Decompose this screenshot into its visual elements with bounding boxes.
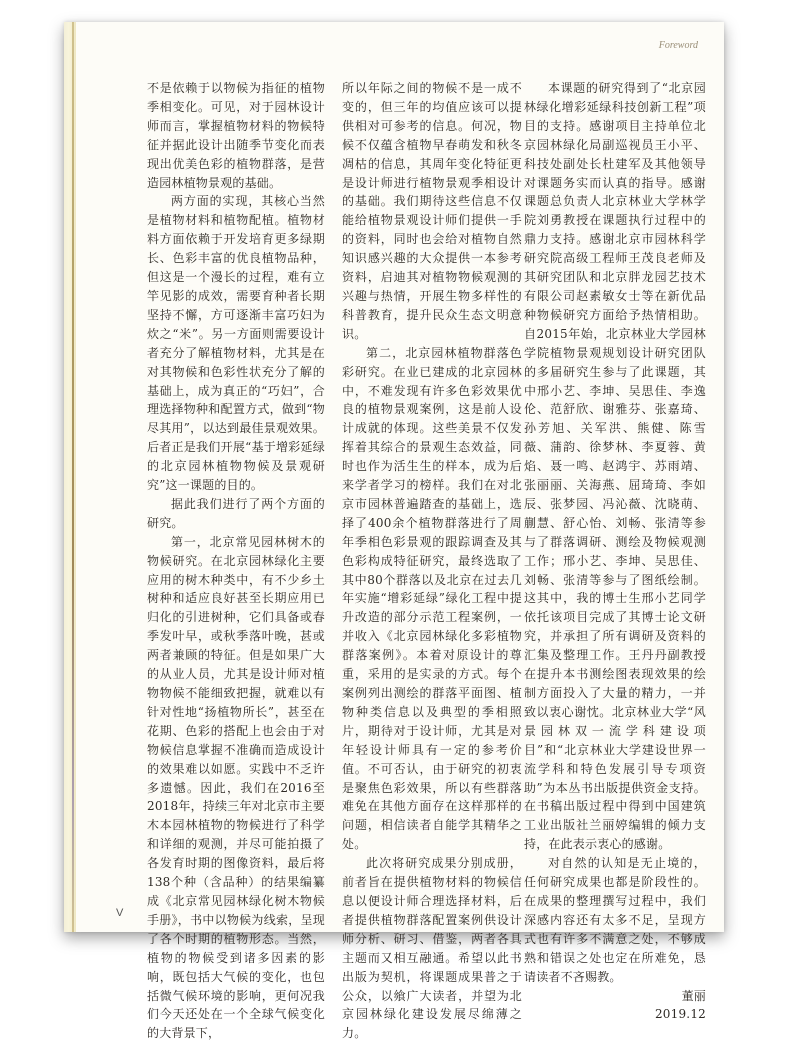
paragraph: 据此我们进行了两个方面的研究。 bbox=[147, 496, 325, 530]
paragraph: 对自然的认知是无止境的，任何研究成果也都是阶段性的。在成果的整理撰写过程中，我们深感内容还有太多不足，呈现方式也有许多不满意之处，不够成熟和错误之处也定在所难免，恳请读者不吝赐教。 bbox=[524, 856, 706, 984]
paragraph: 所以年际之间的物候不是一成不变的，但三年的均值应该可以提供相对可参考的信息。何况，物候不仅蕴含植物早春萌发和秋冬凋枯的信息，其周年变化特征更是设计师进行植物景观季相设计的基础。我们期待这些信息不仅能给植物景观设计师们提供一手的资料，同时也会给对植物自然知识感兴趣的大众提供一本参考资料，启迪其对植物物候观测的兴趣与热情，开展生物多样性的科普教育，提升民众生态文明意识。 bbox=[342, 81, 522, 341]
text-column-2 bbox=[342, 79, 522, 1043]
spine-binding-line bbox=[72, 22, 74, 932]
signature-date: 2019.12 bbox=[654, 1007, 706, 1022]
book-page bbox=[64, 22, 724, 1041]
paragraph: 不是依赖于以物候为指征的植物季相变化。可见，对于园林设计师而言，掌握植物材料的物候特征并据此设计出随季节变化而表现出优美色彩的植物群落，是营造园林植物景观的基础。 bbox=[147, 81, 325, 190]
paragraph: 第一，北京常见园林树木的物候研究。在北京园林绿化主要应用的树木种类中，有不少乡土树种和适应良好甚至长期应用已归化的引进树种，它们具备或春季发叶早，或秋季落叶晚，甚或两者兼顾的特征。但是如果广大的从业人员，尤其是设计师对植物物候不能细致把握，就难以有针对性地“扬植物所长”，甚至在花期、色彩的搭配上也会由于对物候信息掌握不准确而造成设计的效果难以如愿。实践中不乏许多遗憾。因此，我们在2016至2018年，持续三年对北京市主要木本园林植物的物候进行了科学和详细的观测，并尽可能拍摄了各发育时期的图像资料，最后将138个种（含品种）的结果编纂成《北京常见园林绿化树木物候手册》，书中以物候为线索，呈现了各个时期的植物形态。当然，植物的物候受到诸多因素的影响，既包括大气候的变化，也包括微气候环境的影响，更何况我们今天还处在一个全球气候变化的大背景下， bbox=[147, 534, 325, 1041]
text-column-3 bbox=[524, 79, 706, 1024]
paragraph: 此次将研究成果分别成册，前者旨在提供植物材料的物候信息以便设计师合理选择材料，后者提供植物群落配置案例供设计师分析、研习、借鉴，两者各具主题而又相互融通。希望以此书出版为契机，将课题成果普之于公众，以飨广大读者，并望为北京园林绿化建设发展尽绵薄之力。 bbox=[342, 856, 522, 1041]
page-number: V bbox=[116, 907, 124, 919]
signature-author: 董丽 bbox=[681, 988, 706, 1003]
text-column-1 bbox=[147, 79, 325, 1043]
running-head: Foreword bbox=[658, 40, 698, 51]
paragraph: 本课题的研究得到了“北京园林绿化增彩延绿科技创新工程”项目的支持。感谢项目主持单位北京园林绿化局副巡视员王小平、科技处副处长杜建军及其他领导对课题务实而认真的指导。感谢课题总负责人北京林业大学林学院刘勇教授在课题执行过程中的鼎力支持。感谢北京市园林科学研究院高级工程师王茂良老师及其研究团队和北京胖龙园艺技术有限公司赵素敏女士等在新优品种物候研究方面给予热情相助。自2015年始，北京林业大学园林学院植物景观规划设计研究团队的多届研究生参与了此课题，其中邢小艺、李坤、吴思佳、李逸伦、范舒欣、谢雅芬、张嘉琦、孙芳旭、关军洪、熊健、陈雪薇、蒲韵、徐梦林、李夏蓉、黄焰、聂一鸣、赵鸿宇、苏雨靖、张丽丽、关海燕、屈琦琦、李如辰、张梦园、冯沁薇、沈晓萌、蒯慧、舒心怡、刘畅、张清等参与了群落调研、测绘及物候观测工作；邢小艺、李坤、吴思佳、刘畅、张清等参与了图纸绘制。这其中，我的博士生邢小艺同学依托该项目完成了其博士论文研究，并承担了所有调研及资料的汇集及整理工作。王丹丹副教授在提升本书测绘图表现效果的绘制方面投入了大量的精力，一并致以衷心谢忱。北京林业大学“风景园林双一流学科建设项目”和“北京林业大学建设世界一流学科和特色发展引导专项资助”为本丛书出版提供资金支持。在书稿出版过程中得到中国建筑工业出版社兰丽婷编辑的倾力支持，在此表示衷心的感谢。 bbox=[524, 81, 706, 852]
paragraph: 两方面的实现，其核心当然是植物材料和植物配植。植物材料方面依赖于开发培育更多绿期长、色彩丰富的优良植物品种，但这是一个漫长的过程，难有立竿见影的成效，需要育种者长期坚持不懈，方可逐渐丰富巧妇为炊之“米”。另一方面则需要设计者充分了解植物材料，尤其是在对其物候和色彩性状充分了解的基础上，成为真正的“巧妇”，合理选择物种和配置方式，做到“物尽其用”，以达到最佳景观效果。后者正是我们开展“基于增彩延绿的北京园林植物物候及景观研究”这一课题的目的。 bbox=[147, 194, 325, 493]
paragraph: 第二，北京园林植物群落色彩研究。在业已建成的北京园林中，不难发现有许多色彩效果优良的植物景观案例，这是前人设计成就的体现。这些美景不仅发挥着其综合的景观生态效益，同时也作为活生生的样本，成为后来学者学习的榜样。我们在对北京市园林普遍踏查的基础上，选择了400余个植物群落进行了周年季相色彩景观的跟踪调查及其色彩构成特征研究，最终选取了其中80个群落以及北京在过去几年实施“增彩延绿”绿化工程中提升改造的部分示范工程案例，一并收入《北京园林绿化多彩植物群落案例》。本着对原设计的尊重，采用的是实录的方式。每个案例列出测绘的群落平面图、植物种类信息以及典型的季相照片，期待对于设计师，尤其是对年轻设计师具有一定的参考价值。不可否认，由于研究的初衷是聚焦色彩效果，所以有些群落难免在其他方面存在这样那样的问题，相信读者自能学其精华之处。 bbox=[342, 345, 522, 852]
book-spine-edge bbox=[64, 22, 76, 932]
